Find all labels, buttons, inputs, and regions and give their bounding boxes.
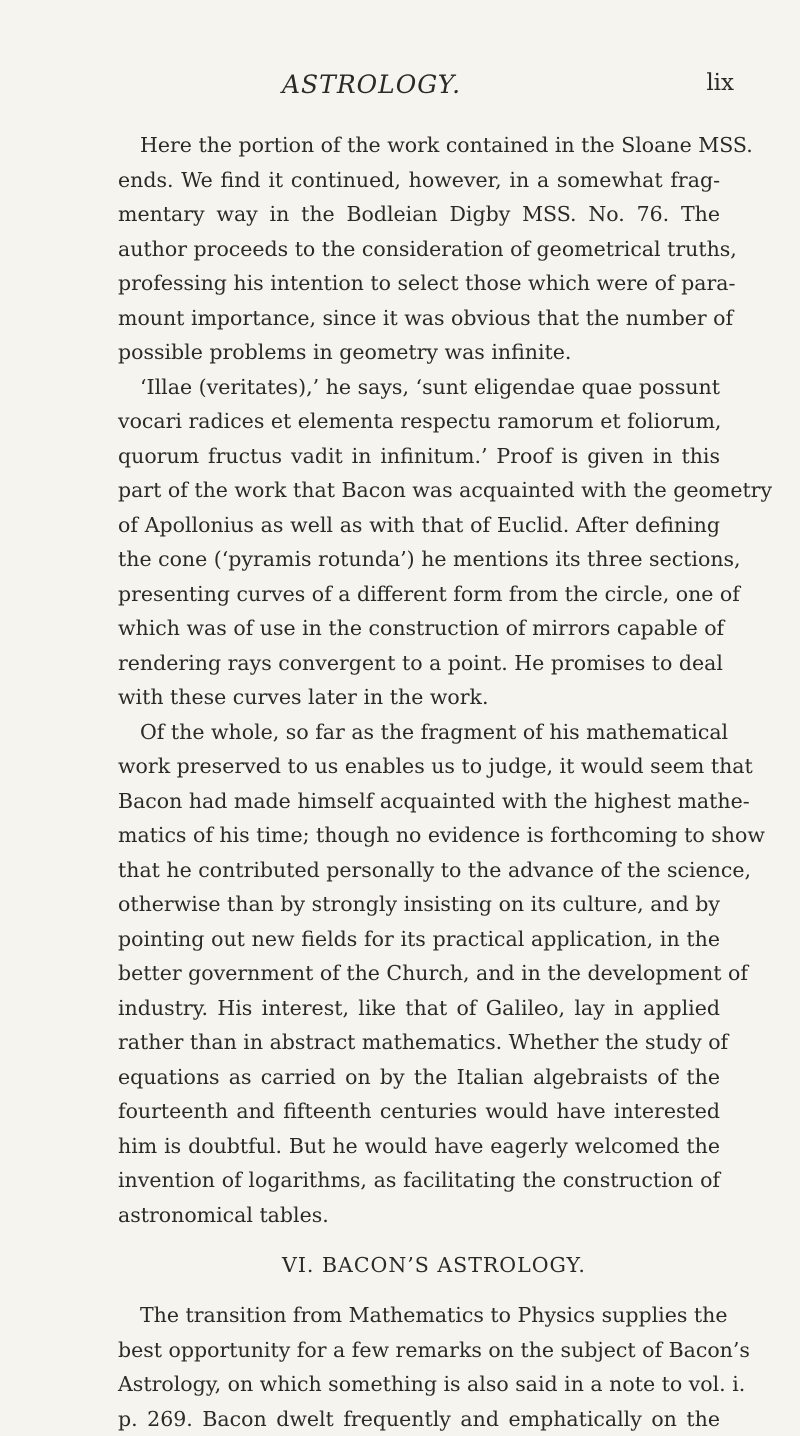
paragraph-line: that he contributed personally to the advance of the science, [118,853,720,888]
paragraph-line: mount importance, since it was obvious that the number of [118,301,720,336]
paragraph-line: quorum fructus vadit in infinitum.’ Proof is given in this [118,439,720,474]
paragraph-line: author proceeds to the consideration of geometrical truths, [118,232,720,267]
paragraph-line: Bacon had made himself acquainted with the highest mathe- [118,784,720,819]
running-head [0,70,800,106]
paragraph-line: vocari radices et elementa respectu ramorum et foliorum, [118,404,720,439]
paragraph-line: pointing out new fields for its practical application, in the [118,922,720,957]
paragraph-line: equations as carried on by the Italian algebraists of the [118,1060,720,1095]
paragraph-line: better government of the Church, and in the development of [118,956,720,991]
page-number: lix [706,70,734,96]
paragraph-line: part of the work that Bacon was acquainted with the geometry [118,473,720,508]
body-text [118,128,720,1436]
paragraph-line: Astrology, on which something is also said in a note to vol. i. [118,1367,720,1402]
paragraph-line: which was of use in the construction of mirrors capable of [118,611,720,646]
paragraph-line: professing his intention to select those which were of para- [118,266,720,301]
running-title: ASTROLOGY. [282,70,461,99]
paragraph-line: astronomical tables. [118,1198,720,1233]
paragraph-line: invention of logarithms, as facilitating the construction of [118,1163,720,1198]
section-heading: VI. BACON’S ASTROLOGY. [118,1232,720,1298]
paragraph-line: possible problems in geometry was infinite. [118,335,720,370]
paragraph-line: of Apollonius as well as with that of Euclid. After defining [118,508,720,543]
paragraph-line: matics of his time; though no evidence is forthcoming to show [118,818,720,853]
paragraph-line: fourteenth and fifteenth centuries would have interested [118,1094,720,1129]
paragraph-line: rather than in abstract mathematics. Whether the study of [118,1025,720,1060]
paragraph-line: Of the whole, so far as the fragment of his mathematical [118,715,720,750]
paragraph-line: the cone (‘pyramis rotunda’) he mentions its three sections, [118,542,720,577]
paragraph-line: rendering rays convergent to a point. He promises to deal [118,646,720,681]
paragraph-line: ends. We find it continued, however, in a somewhat frag- [118,163,720,198]
paragraph-line: ‘Illae (veritates),’ he says, ‘sunt eligendae quae possunt [118,370,720,405]
paragraph-line: best opportunity for a few remarks on the subject of Bacon’s [118,1333,720,1368]
paragraph-line: presenting curves of a different form from the circle, one of [118,577,720,612]
paragraph-line: The transition from Mathematics to Physics supplies the [118,1298,720,1333]
paragraph-line: Here the portion of the work contained in the Sloane MSS. [118,128,720,163]
paragraph-line: p. 269. Bacon dwelt frequently and emphatically on the [118,1402,720,1436]
paragraph-line: otherwise than by strongly insisting on its culture, and by [118,887,720,922]
paragraph-line: with these curves later in the work. [118,680,720,715]
paragraph-line: him is doubtful. But he would have eagerly welcomed the [118,1129,720,1164]
paragraph-line: work preserved to us enables us to judge, it would seem that [118,749,720,784]
paragraph-line: mentary way in the Bodleian Digby MSS. No. 76. The [118,197,720,232]
paragraph-line: industry. His interest, like that of Galileo, lay in applied [118,991,720,1026]
